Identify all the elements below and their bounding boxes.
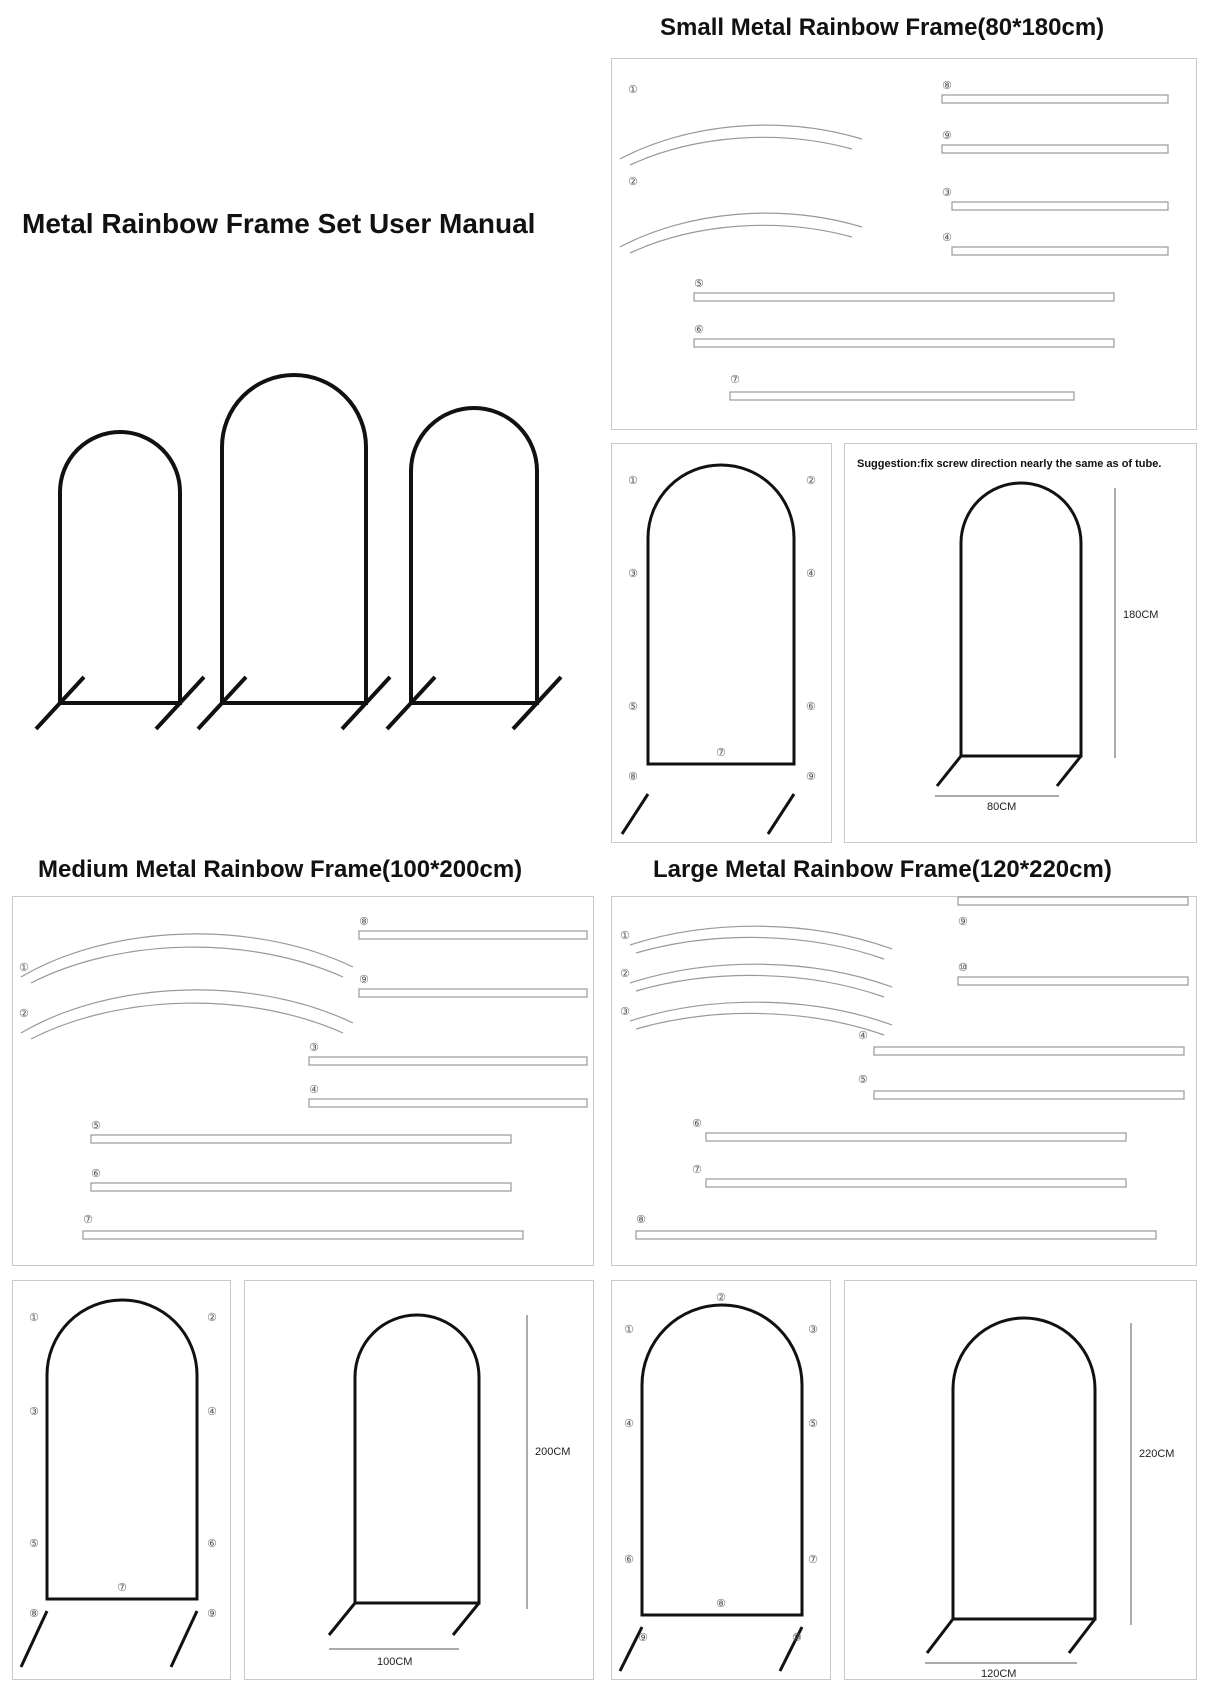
part-label: ⑦ (730, 373, 740, 386)
width-label: 100CM (377, 1656, 413, 1668)
small-frame-title: Small Metal Rainbow Frame(80*180cm) (660, 14, 1105, 41)
part-label: ⑥ (806, 700, 816, 713)
part-label: ⑦ (716, 746, 726, 759)
large-frame-title: Large Metal Rainbow Frame(120*220cm) (653, 856, 1112, 883)
part-label: ⑨ (942, 129, 952, 142)
part-label: ③ (628, 567, 638, 580)
part-label: ③ (309, 1041, 319, 1054)
medium-dimension-panel (244, 1280, 594, 1680)
part-label: ④ (942, 231, 952, 244)
part-label: ⑥ (91, 1167, 101, 1180)
small-dimension-panel (844, 443, 1197, 843)
part-label: ⑥ (207, 1537, 217, 1550)
manual-title: Metal Rainbow Frame Set User Manual (22, 208, 536, 239)
part-label: ⑨ (207, 1607, 217, 1620)
height-label: 200CM (535, 1446, 571, 1458)
part-label: ② (716, 1291, 726, 1304)
part-label: ⑦ (692, 1163, 702, 1176)
suggestion-note: Suggestion:fix screw direction nearly the same as of tube. (857, 458, 1162, 470)
medium-parts-panel (12, 896, 594, 1266)
medium-assembly-panel (12, 1280, 231, 1680)
part-label: ⑤ (858, 1073, 868, 1086)
part-label: ⑤ (91, 1119, 101, 1132)
width-label: 80CM (987, 801, 1017, 813)
part-label: ① (620, 929, 630, 942)
part-label: ② (19, 1007, 29, 1020)
part-label: ⑨ (806, 770, 816, 783)
part-label: ① (628, 83, 638, 96)
large-parts-panel (611, 896, 1197, 1266)
part-label: ⑧ (942, 79, 952, 92)
part-label: ⑨ (359, 973, 369, 986)
part-label: ① (19, 961, 29, 974)
part-label: ② (628, 175, 638, 188)
part-label: ④ (806, 567, 816, 580)
part-label: ③ (29, 1405, 39, 1418)
part-label: ⑤ (29, 1537, 39, 1550)
part-label: ③ (620, 1005, 630, 1018)
small-parts-panel (611, 58, 1197, 430)
part-label: ⑦ (808, 1553, 818, 1566)
part-label: ⑩ (792, 1631, 802, 1644)
part-label: ① (624, 1323, 634, 1336)
part-label: ② (207, 1311, 217, 1324)
large-dimension-panel (844, 1280, 1197, 1680)
medium-frame-title: Medium Metal Rainbow Frame(100*200cm) (38, 856, 523, 883)
part-label: ⑧ (359, 915, 369, 928)
part-label: ⑦ (83, 1213, 93, 1226)
part-label: ⑧ (716, 1597, 726, 1610)
part-label: ⑨ (958, 915, 968, 928)
part-label: ⑤ (628, 700, 638, 713)
part-label: ④ (309, 1083, 319, 1096)
width-label: 120CM (981, 1668, 1017, 1680)
part-label: ⑤ (808, 1417, 818, 1430)
part-label: ③ (808, 1323, 818, 1336)
part-label: ① (29, 1311, 39, 1324)
part-label: ⑦ (117, 1581, 127, 1594)
part-label: ⑨ (638, 1631, 648, 1644)
height-label: 180CM (1123, 609, 1159, 621)
part-label: ② (620, 967, 630, 980)
large-assembly-panel (611, 1280, 831, 1680)
part-label: ⑥ (624, 1553, 634, 1566)
part-label: ⑧ (636, 1213, 646, 1226)
part-label: ③ (942, 186, 952, 199)
part-label: ④ (624, 1417, 634, 1430)
part-label: ② (806, 474, 816, 487)
part-label: ⑥ (692, 1117, 702, 1130)
height-label: 220CM (1139, 1448, 1175, 1460)
part-label: ① (628, 474, 638, 487)
small-assembly-panel (611, 443, 832, 843)
part-label: ⑧ (628, 770, 638, 783)
part-label: ⑩ (958, 961, 968, 974)
part-label: ④ (207, 1405, 217, 1418)
part-label: ⑤ (694, 277, 704, 290)
part-label: ④ (858, 1029, 868, 1042)
part-label: ⑧ (29, 1607, 39, 1620)
part-label: ⑥ (694, 323, 704, 336)
